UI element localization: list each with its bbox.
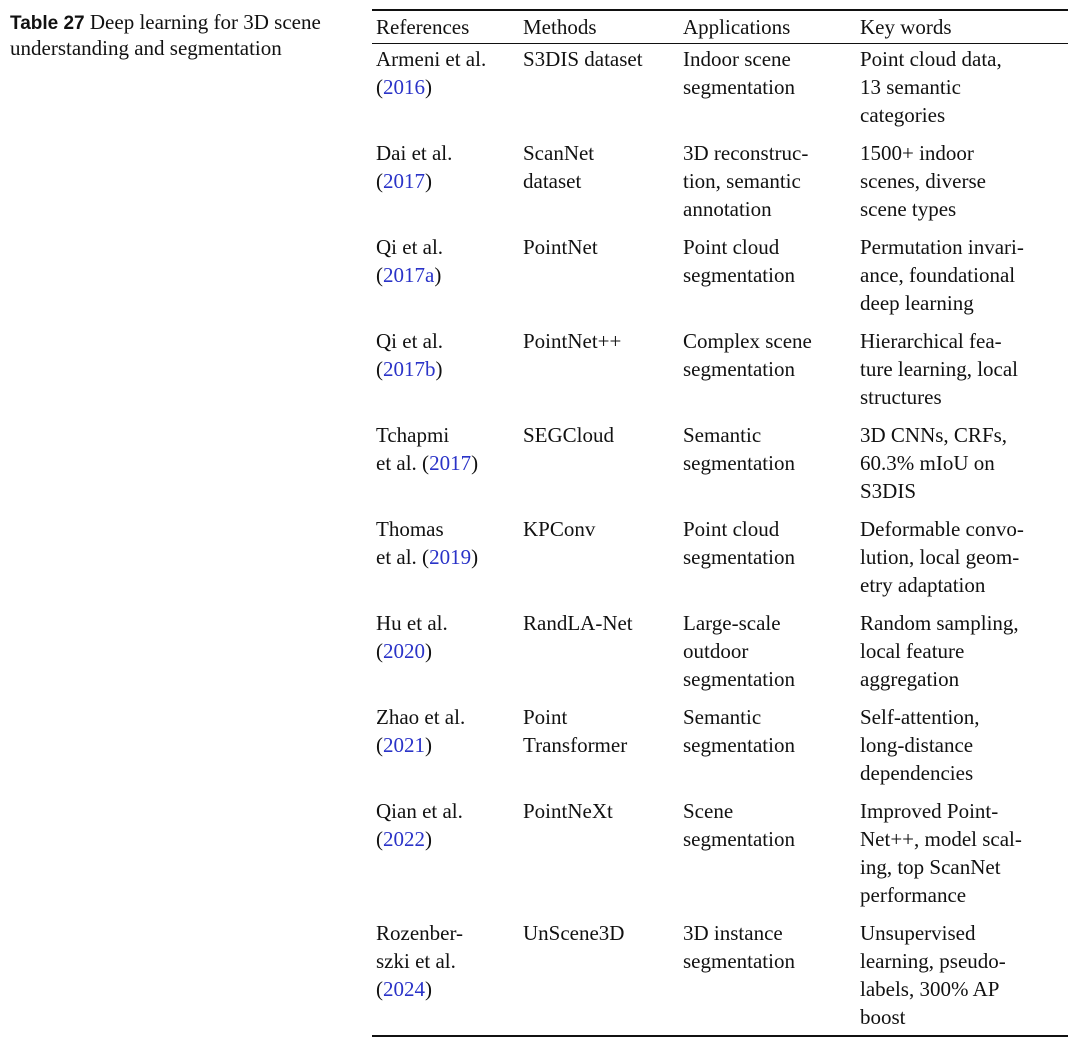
- cell-application-line: segmentation: [683, 949, 795, 973]
- header-methods: Methods: [523, 15, 597, 39]
- reference-text: szki et al.: [376, 949, 456, 973]
- cell-application: [679, 233, 856, 317]
- row-spacer: [372, 787, 1068, 796]
- cell-key-words-line: 3D CNNs, CRFs,: [860, 423, 1008, 447]
- cell-reference: [372, 797, 519, 909]
- cell-key-words-line: categories: [860, 103, 946, 127]
- cell-key-words-line: etry adaptation: [860, 573, 986, 597]
- citation-year-link[interactable]: 2017a: [383, 263, 435, 287]
- cell-method-line: Transformer: [523, 733, 628, 757]
- cell-application-line: segmentation: [683, 263, 795, 287]
- citation-year-link[interactable]: 2017: [429, 451, 472, 475]
- reference-text: et al. (: [376, 545, 430, 569]
- citation-year-link[interactable]: 2021: [383, 733, 425, 757]
- reference-text: (: [376, 827, 383, 851]
- cell-key-words-line: aggregation: [860, 667, 960, 691]
- cell-application: [679, 139, 856, 223]
- reference-text: ): [425, 733, 432, 757]
- table-label: Table 27: [10, 13, 85, 34]
- reference-line: [376, 637, 519, 665]
- cell-method: [519, 139, 679, 223]
- cell-application-line: Semantic: [683, 705, 762, 729]
- reference-text: ): [425, 977, 432, 1001]
- cell-key-words: [856, 327, 1068, 411]
- cell-application: [679, 797, 856, 909]
- cell-application: [679, 919, 856, 1031]
- reference-line: [376, 421, 519, 449]
- cell-application: [679, 703, 856, 787]
- cell-key-words-line: boost: [860, 1005, 906, 1029]
- cell-reference: [372, 327, 519, 411]
- cell-key-words: [856, 919, 1068, 1031]
- cell-application-line: 3D instance: [683, 921, 783, 945]
- reference-text: Rozenber-: [376, 921, 464, 945]
- cell-key-words-line: Random sampling,: [860, 611, 1019, 635]
- row-spacer: [372, 317, 1068, 326]
- citation-year-link[interactable]: 2022: [383, 827, 425, 851]
- cell-application: [679, 609, 856, 693]
- cell-key-words-line: Net++, model scal-: [860, 827, 1022, 851]
- cell-key-words-line: performance: [860, 883, 967, 907]
- cell-method: [519, 919, 679, 1031]
- cell-method: [519, 609, 679, 693]
- reference-line: [376, 947, 519, 975]
- cell-application-line: tion, semantic: [683, 169, 801, 193]
- cell-application-line: Complex scene: [683, 329, 812, 353]
- cell-application: [679, 45, 856, 129]
- reference-line: [376, 919, 519, 947]
- header-key-words: Key words: [860, 15, 952, 39]
- cell-key-words-line: Unsupervised: [860, 921, 976, 945]
- cell-application-line: Large-scale: [683, 611, 781, 635]
- cell-method: [519, 45, 679, 129]
- reference-text: Armeni et al.: [376, 47, 487, 71]
- reference-line: [376, 355, 519, 383]
- cell-application-line: Indoor scene: [683, 47, 791, 71]
- cell-reference: [372, 233, 519, 317]
- cell-key-words-line: 1500+ indoor: [860, 141, 974, 165]
- citation-year-link[interactable]: 2017b: [383, 357, 436, 381]
- cell-key-words-line: 13 semantic: [860, 75, 961, 99]
- cell-key-words: [856, 703, 1068, 787]
- cell-key-words-line: Deformable convo-: [860, 517, 1024, 541]
- cell-application: [679, 421, 856, 505]
- table-row: [372, 702, 1068, 787]
- reference-text: (: [376, 977, 383, 1001]
- cell-key-words-line: Point cloud data,: [860, 47, 1002, 71]
- cell-key-words-line: structures: [860, 385, 942, 409]
- row-spacer: [372, 909, 1068, 918]
- cell-application-line: segmentation: [683, 667, 795, 691]
- row-spacer: [372, 599, 1068, 608]
- reference-text: ): [434, 263, 442, 287]
- reference-text: Hu et al.: [376, 611, 448, 635]
- reference-line: [376, 609, 519, 637]
- cell-method: [519, 327, 679, 411]
- reference-text: (: [376, 169, 383, 193]
- citation-year-link[interactable]: 2024: [383, 977, 425, 1001]
- cell-application-line: Scene: [683, 799, 734, 823]
- reference-text: Qi et al.: [376, 235, 444, 259]
- cell-method-line: Point: [523, 705, 568, 729]
- citation-year-link[interactable]: 2019: [429, 545, 472, 569]
- reference-line: [376, 73, 519, 101]
- citation-year-link[interactable]: 2017: [383, 169, 425, 193]
- cell-reference: [372, 515, 519, 599]
- reference-line: [376, 45, 519, 73]
- cell-reference: [372, 45, 519, 129]
- cell-method-line: dataset: [523, 169, 582, 193]
- cell-method-line: S3DIS dataset: [523, 47, 643, 71]
- reference-line: [376, 703, 519, 731]
- cell-method: [519, 797, 679, 909]
- table-caption: [10, 10, 330, 61]
- reference-line: [376, 731, 519, 759]
- cell-key-words-line: lution, local geom-: [860, 545, 1020, 569]
- header-applications: Applications: [683, 15, 791, 39]
- cell-application-line: segmentation: [683, 545, 795, 569]
- cell-application: [679, 327, 856, 411]
- table-row: [372, 326, 1068, 411]
- table-header-row: [372, 11, 1068, 43]
- header-references: References: [376, 15, 470, 39]
- table-row: [372, 44, 1068, 129]
- cell-method: [519, 233, 679, 317]
- reference-text: (: [376, 639, 383, 663]
- row-spacer: [372, 411, 1068, 420]
- reference-line: [376, 825, 519, 853]
- cell-key-words-line: ture learning, local: [860, 357, 1019, 381]
- table-row: [372, 138, 1068, 223]
- reference-text: Tchapmi: [376, 423, 450, 447]
- cell-application-line: Semantic: [683, 423, 762, 447]
- cell-application-line: 3D reconstruc-: [683, 141, 809, 165]
- row-spacer: [372, 693, 1068, 702]
- cell-key-words: [856, 797, 1068, 909]
- cell-method-line: ScanNet: [523, 141, 595, 165]
- reference-line: [376, 449, 519, 477]
- cell-application-line: segmentation: [683, 75, 795, 99]
- cell-method-line: PointNet: [523, 235, 598, 259]
- cell-method-line: KPConv: [523, 517, 596, 541]
- cell-key-words-line: Permutation invari-: [860, 235, 1024, 259]
- reference-line: [376, 975, 519, 1003]
- cell-application-line: segmentation: [683, 733, 795, 757]
- cell-key-words: [856, 421, 1068, 505]
- row-spacer: [372, 129, 1068, 138]
- table-row: [372, 608, 1068, 693]
- cell-key-words-line: ance, foundational: [860, 263, 1016, 287]
- reference-text: (: [376, 733, 383, 757]
- cell-key-words-line: labels, 300% AP: [860, 977, 1000, 1001]
- cell-key-words-line: scenes, diverse: [860, 169, 986, 193]
- cell-key-words-line: local feature: [860, 639, 965, 663]
- cell-key-words-line: learning, pseudo-: [860, 949, 1006, 973]
- cell-application-line: Point cloud: [683, 517, 780, 541]
- reference-text: (: [376, 75, 383, 99]
- reference-text: Thomas: [376, 517, 444, 541]
- cell-key-words-line: scene types: [860, 197, 957, 221]
- cell-key-words: [856, 609, 1068, 693]
- reference-line: [376, 167, 519, 195]
- cell-method-line: SEGCloud: [523, 423, 615, 447]
- cell-key-words-line: ing, top ScanNet: [860, 855, 1001, 879]
- reference-text: Qian et al.: [376, 799, 463, 823]
- cell-key-words: [856, 139, 1068, 223]
- row-spacer: [372, 505, 1068, 514]
- cell-key-words-line: 60.3% mIoU on: [860, 451, 995, 475]
- cell-reference: [372, 609, 519, 693]
- cell-reference: [372, 139, 519, 223]
- table-row: [372, 420, 1068, 505]
- cell-key-words-line: dependencies: [860, 761, 974, 785]
- cell-key-words-line: Self-attention,: [860, 705, 980, 729]
- cell-key-words-line: deep learning: [860, 291, 974, 315]
- reference-text: (: [376, 263, 383, 287]
- reference-text: ): [471, 545, 479, 569]
- cell-application-line: segmentation: [683, 357, 795, 381]
- cell-application-line: annotation: [683, 197, 772, 221]
- cell-application-line: segmentation: [683, 451, 795, 475]
- reference-text: Dai et al.: [376, 141, 453, 165]
- table-body: [372, 44, 1068, 1031]
- cell-reference: [372, 703, 519, 787]
- cell-key-words: [856, 515, 1068, 599]
- cell-method: [519, 703, 679, 787]
- cell-method-line: PointNet++: [523, 329, 622, 353]
- cell-method-line: RandLA-Net: [523, 611, 633, 635]
- reference-line: [376, 543, 519, 571]
- reference-line: [376, 233, 519, 261]
- cell-method-line: UnScene3D: [523, 921, 625, 945]
- reference-line: [376, 261, 519, 289]
- reference-line: [376, 515, 519, 543]
- table-row: [372, 796, 1068, 909]
- citation-year-link[interactable]: 2016: [383, 75, 425, 99]
- cell-key-words-line: S3DIS: [860, 479, 917, 503]
- reference-line: [376, 139, 519, 167]
- reference-text: ): [425, 75, 432, 99]
- reference-text: Zhao et al.: [376, 705, 466, 729]
- table-row: [372, 514, 1068, 599]
- reference-line: [376, 327, 519, 355]
- reference-text: ): [435, 357, 443, 381]
- reference-text: ): [425, 169, 432, 193]
- cell-method: [519, 515, 679, 599]
- cell-key-words: [856, 45, 1068, 129]
- data-table: [372, 9, 1068, 1037]
- row-spacer: [372, 223, 1068, 232]
- reference-text: ): [425, 827, 432, 851]
- table-caption-text: Deep learning for 3D scene understanding and segmentation: [10, 10, 321, 60]
- cell-method: [519, 421, 679, 505]
- cell-key-words-line: Improved Point-: [860, 799, 999, 823]
- reference-line: [376, 797, 519, 825]
- table-row: [372, 918, 1068, 1031]
- reference-text: Qi et al.: [376, 329, 444, 353]
- cell-reference: [372, 919, 519, 1031]
- cell-application-line: Point cloud: [683, 235, 780, 259]
- reference-text: et al. (: [376, 451, 430, 475]
- cell-application-line: segmentation: [683, 827, 795, 851]
- reference-text: (: [376, 357, 383, 381]
- cell-key-words-line: Hierarchical fea-: [860, 329, 1002, 353]
- citation-year-link[interactable]: 2020: [383, 639, 425, 663]
- reference-text: ): [471, 451, 479, 475]
- cell-method-line: PointNeXt: [523, 799, 613, 823]
- cell-key-words: [856, 233, 1068, 317]
- cell-key-words-line: long-distance: [860, 733, 974, 757]
- cell-reference: [372, 421, 519, 505]
- cell-application-line: outdoor: [683, 639, 749, 663]
- reference-text: ): [425, 639, 432, 663]
- cell-application: [679, 515, 856, 599]
- table-row: [372, 232, 1068, 317]
